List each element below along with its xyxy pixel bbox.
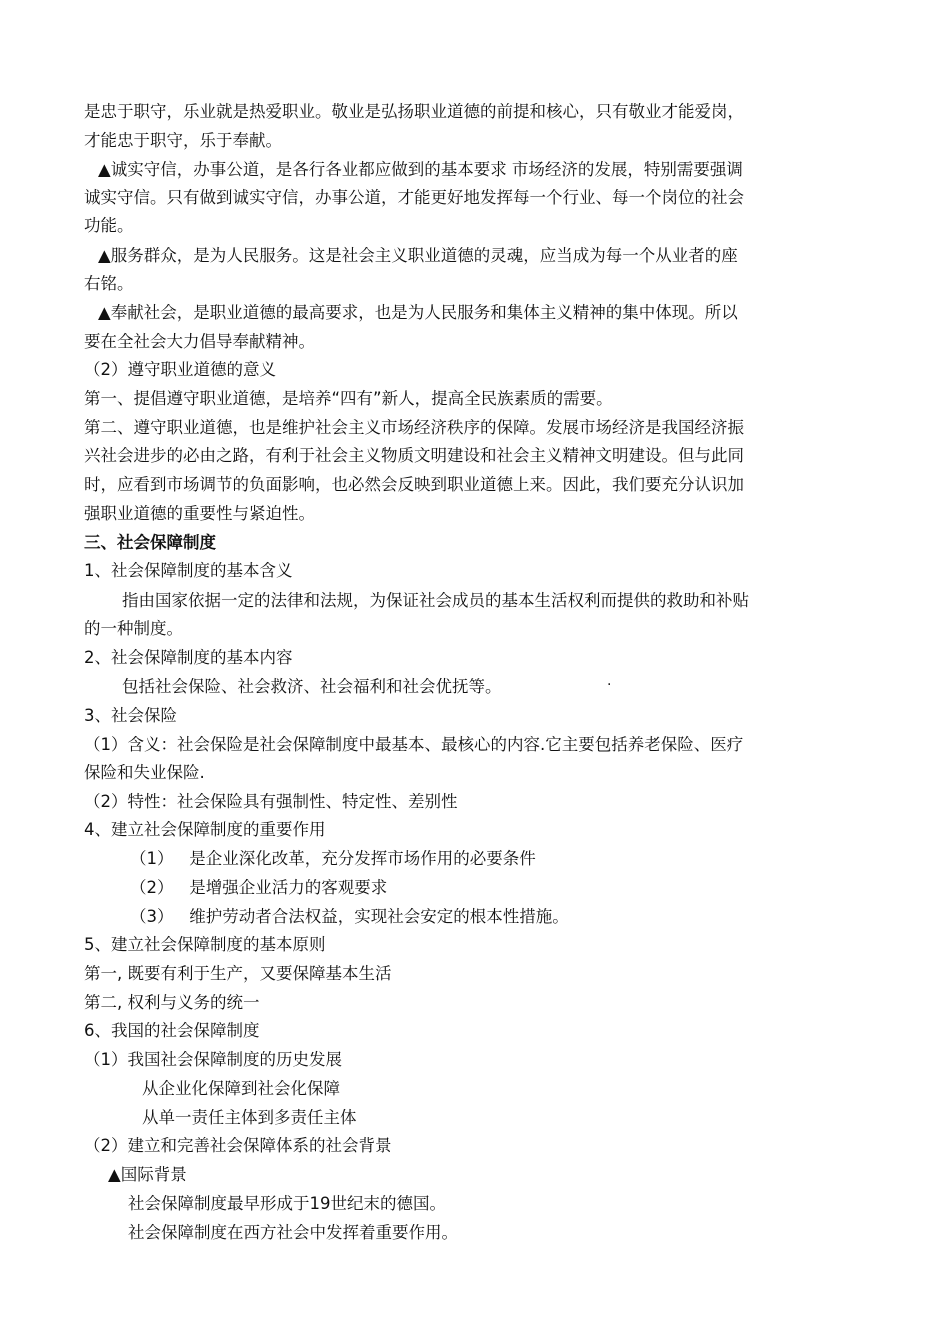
paragraph-line: （2）遵守职业道德的意义 <box>84 360 276 379</box>
paragraph-line: （2）建立和完善社会保障体系的社会背景 <box>84 1136 392 1155</box>
paragraph-line: 包括社会保险、社会救济、社会福利和社会优抚等。 <box>122 677 502 696</box>
stray-dot-mark: · <box>607 677 612 693</box>
paragraph-line: 的一种制度。 <box>84 619 183 638</box>
paragraph-line: 社会保障制度最早形成于19世纪末的德国。 <box>128 1194 446 1213</box>
paragraph-line: 指由国家依据一定的法律和法规，为保证社会成员的基本生活权利而提供的救助和补贴 <box>122 591 749 610</box>
paragraph-line: 兴社会进步的必由之路，有利于社会主义物质文明建设和社会主义精神文明建设。但与此同 <box>84 446 744 465</box>
paragraph-line: ▲诚实守信，办事公道，是各行各业都应做到的基本要求 市场经济的发展，特别需要强调 <box>98 160 743 179</box>
subsection-heading: 5、建立社会保障制度的基本原则 <box>84 935 326 954</box>
paragraph-line: ▲服务群众，是为人民服务。这是社会主义职业道德的灵魂，应当成为每一个从业者的座 <box>98 246 738 265</box>
list-item: （3） 维护劳动者合法权益，实现社会安定的根本性措施。 <box>130 907 569 926</box>
paragraph-line: 诚实守信。只有做到诚实守信，办事公道，才能更好地发挥每一个行业、每一个岗位的社会 <box>84 188 744 207</box>
paragraph-line: 是忠于职守，乐业就是热爱职业。敬业是弘扬职业道德的前提和核心，只有敬业才能爱岗， <box>84 102 744 121</box>
paragraph-line: 第一、提倡遵守职业道德，是培养“四有”新人，提高全民族素质的需要。 <box>84 389 613 408</box>
paragraph-line: 功能。 <box>84 216 134 235</box>
paragraph-line: （1）含义：社会保险是社会保障制度中最基本、最核心的内容.它主要包括养老保险、医疗 <box>84 735 744 754</box>
paragraph-line: 从单一责任主体到多责任主体 <box>142 1108 357 1127</box>
list-item: （1） 是企业深化改革，充分发挥市场作用的必要条件 <box>130 849 536 868</box>
paragraph-line: 右铭。 <box>84 274 134 293</box>
paragraph-line: 从企业化保障到社会化保障 <box>142 1079 340 1098</box>
subsection-heading: 1、社会保障制度的基本含义 <box>84 561 293 580</box>
subsection-heading: 2、社会保障制度的基本内容 <box>84 648 293 667</box>
paragraph-line: 社会保障制度在西方社会中发挥着重要作用。 <box>128 1223 458 1242</box>
paragraph-line: ▲国际背景 <box>108 1165 187 1184</box>
subsection-heading: 6、我国的社会保障制度 <box>84 1021 260 1040</box>
paragraph-line: 第一, 既要有利于生产，又要保障基本生活 <box>84 964 392 983</box>
subsection-heading: 3、社会保险 <box>84 706 177 725</box>
paragraph-line: 第二、遵守职业道德，也是维护社会主义市场经济秩序的保障。发展市场经济是我国经济振 <box>84 418 744 437</box>
paragraph-line: ▲奉献社会，是职业道德的最高要求，也是为人民服务和集体主义精神的集中体现。所以 <box>98 303 738 322</box>
paragraph-line: 保险和失业保险. <box>84 763 205 782</box>
subsection-heading: 4、建立社会保障制度的重要作用 <box>84 820 326 839</box>
paragraph-line: 强职业道德的重要性与紧迫性。 <box>84 504 315 523</box>
paragraph-line: （1）我国社会保障制度的历史发展 <box>84 1050 342 1069</box>
paragraph-line: 时，应看到市场调节的负面影响，也必然会反映到职业道德上来。因此，我们要充分认识加 <box>84 475 744 494</box>
paragraph-line: 要在全社会大力倡导奉献精神。 <box>84 332 315 351</box>
list-item: （2） 是增强企业活力的客观要求 <box>130 878 388 897</box>
paragraph-line: 第二, 权利与义务的统一 <box>84 993 260 1012</box>
paragraph-line: 才能忠于职守，乐于奉献。 <box>84 131 282 150</box>
section-heading: 三、社会保障制度 <box>84 533 216 552</box>
paragraph-line: （2）特性：社会保险具有强制性、特定性、差别性 <box>84 792 458 811</box>
